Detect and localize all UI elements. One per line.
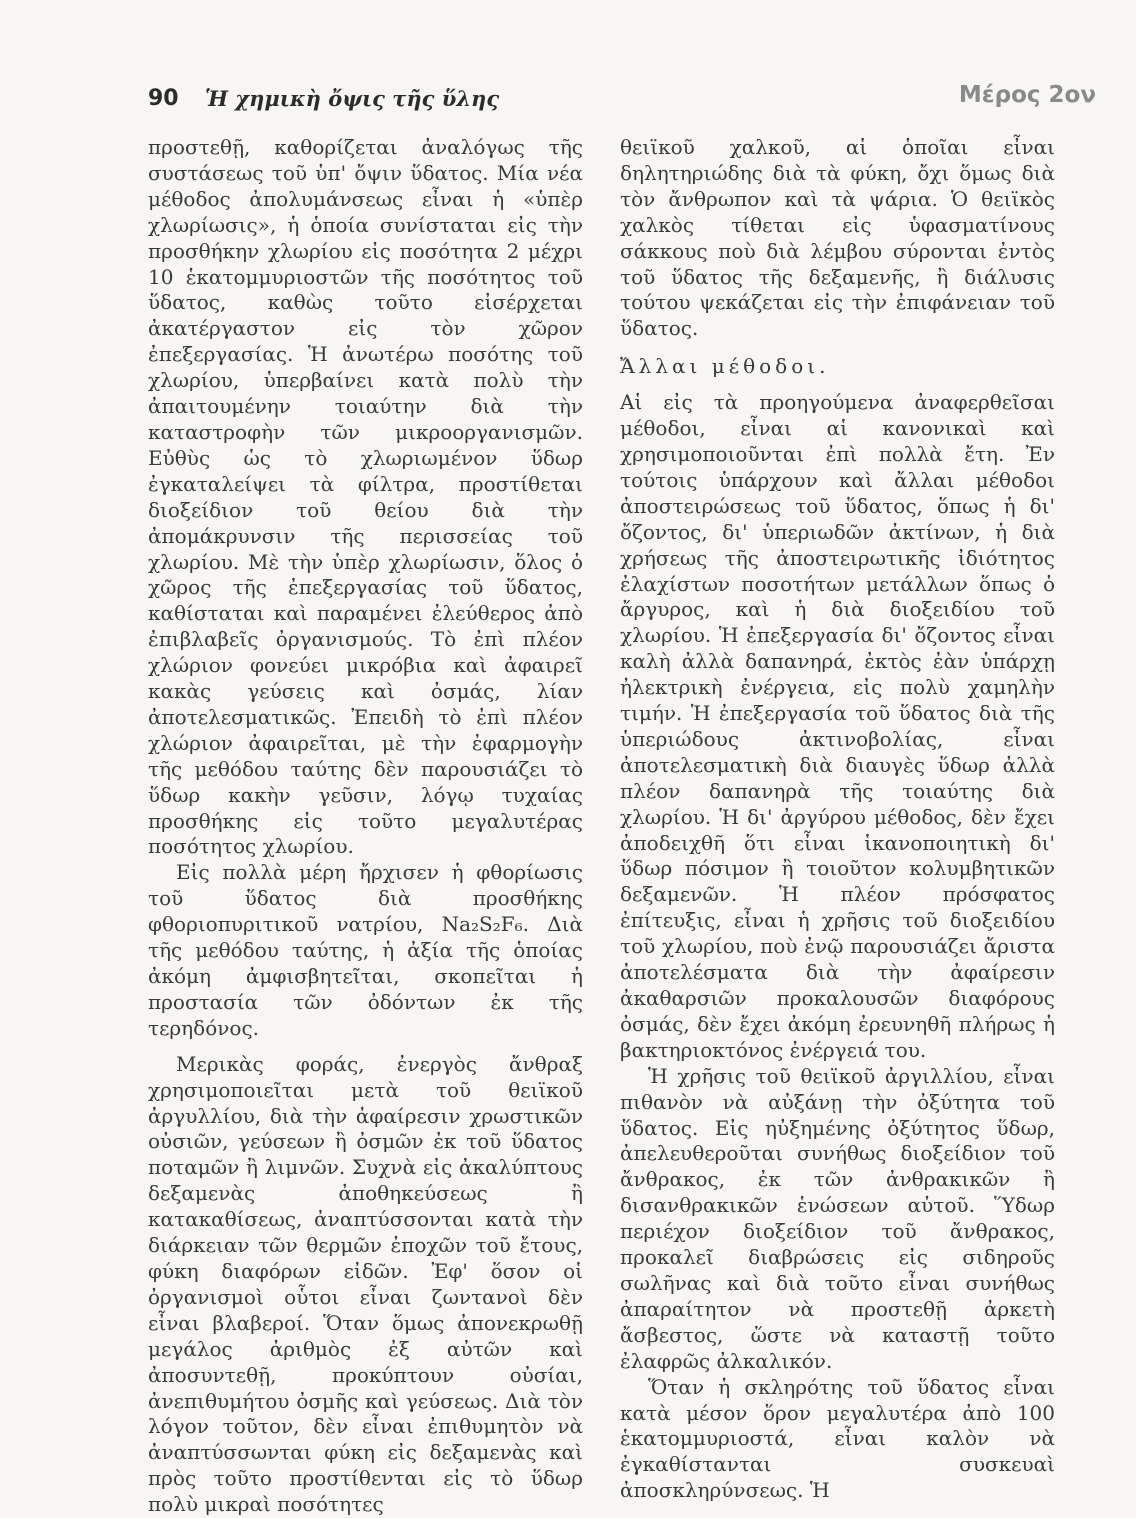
right-column <box>620 135 1055 1504</box>
paragraph: προστεθῇ, καθορίζεται ἀναλόγως τῆς συστάσεως τοῦ ὑπ' ὄψιν ὕδατος. Μία νέα μέθοδος ἀπολυμάνσεως εἶναι ἡ «ὑπὲρ χλωρίωσις», ἡ ὁποία συνίσταται εἰς τὴν προσθήκην χλωρίου εἰς ποσότητα 2 μέχρι 10 ἑκατομμυριοστῶν τῆς ποσότητος τοῦ ὕδατος, καθὼς τοῦτο εἰσέρχεται ἀκατέργαστον εἰς τὸν χῶρον ἐπεξεργασίας. Ἡ ἀνωτέρω ποσότης τοῦ χλωρίου, ὑπερβαίνει κατὰ πολὺ τὴν ἀπαιτουμένην τοιαύτην διὰ τὴν καταστροφὴν τῶν μικροοργανισμῶν. Εὐθὺς ὡς τὸ χλωριωμένον ὕδωρ ἐγκαταλείψει τὰ φίλτρα, προστίθεται διοξείδιον τοῦ θείου διὰ τὴν ἀπομάκρυνσιν τῆς περισσείας τοῦ χλωρίου. Μὲ τὴν ὑπὲρ χλωρίωσιν, ὅλος ὁ χῶρος τῆς ἐπεξεργασίας τοῦ ὕδατος, καθίσταται καὶ παραμένει ἐλεύθερος ἀπὸ ἐπιβλαβεῖς ὀργανισμούς. Τὸ ἐπὶ πλέον χλώριον φονεύει μικρόβια καὶ ἀφαιρεῖ κακὰς γεύσεις καὶ ὀσμάς, λίαν ἀποτελεσματικῶς. Ἐπειδὴ τὸ ἐπὶ πλέον χλώριον ἀφαιρεῖται, μὲ τὴν ἐφαρμογὴν τῆς μεθόδου ταύτης δὲν παρουσιάζει τὸ ὕδωρ κακὴν γεῦσιν, λόγῳ τυχαίας προσθήκης εἰς τοῦτο μεγαλυτέρας ποσότητος χλωρίου. <box>148 135 583 859</box>
paragraph: Αἱ εἰς τὰ προηγούμενα ἀναφερθεῖσαι μέθοδοι, εἶναι αἱ κανονικαὶ καὶ χρησιμοποιοῦνται ἐπὶ πολλὰ ἔτη. Ἐν τούτοις ὑπάρχουν καὶ ἄλλαι μέθοδοι ἀποστειρώσεως τοῦ ὕδατος, ὅπως ἡ δι' ὄζοντος, δι' ὑπεριωδῶν ἀκτίνων, ἡ διὰ χρήσεως τῆς ἀποστειρωτικῆς ἰδιότητος ἐλαχίστων ποσοτήτων μετάλλων ὅπως ὁ ἄργυρος, καὶ ἡ διὰ διοξειδίου τοῦ χλωρίου. Ἡ ἐπεξεργασία δι' ὄζοντος εἶναι καλὴ ἀλλὰ δαπανηρά, ἐκτὸς ἐὰν ὑπάρχῃ ἠλεκτρικὴ ἐνέργεια, εἰς πολὺ χαμηλὴν τιμήν. Ἡ ἐπεξεργασία τοῦ ὕδατος διὰ τῆς ὑπεριώδους ἀκτινοβολίας, εἶναι ἀποτελεσματικὴ διὰ διαυγὲς ὕδωρ ἀλλὰ πλέον δαπανηρὰ τῆς τοιαύτης διὰ χλωρίου. Ἡ δι' ἀργύρου μέθοδος, δὲν ἔχει ἀποδειχθῆ ὅτι εἶναι ἱκανοποιητικὴ δι' ὕδωρ πόσιμον ἢ τοιοῦτον κολυμβητικῶν δεξαμενῶν. Ἡ πλέον πρόσφατος ἐπίτευξις, εἶναι ἡ χρῆσις τοῦ διοξειδίου τοῦ χλωρίου, ποὺ ἐνῷ παρουσιάζει ἄριστα ἀποτελέσματα διὰ τὴν ἀφαίρεσιν ἀκαθαρσιῶν προκαλουσῶν διαφόρους ὀσμάς, δὲν ἔχει ἀκόμη ἐρευνηθῆ πλήρως ἡ βακτηριοκτόνος ἐνέργειά του. <box>620 390 1055 1062</box>
paragraph: Εἰς πολλὰ μέρη ἤρχισεν ἡ φθορίωσις τοῦ ὕδατος διὰ προσθήκης φθοριοπυριτικοῦ νατρίου, Na₂S₂F₆. Διὰ τῆς μεθόδου ταύτης, ἡ ἀξία τῆς ὁποίας ἀκόμη ἀμφισβητεῖται, σκοπεῖται ἡ προστασία τῶν ὀδόντων ἐκ τῆς τερηδόνος. <box>148 860 583 1040</box>
page-number: 90 <box>148 86 179 111</box>
running-section: Μέρος 2ον <box>958 82 1096 108</box>
paragraph: θειϊκοῦ χαλκοῦ, αἱ ὁποῖαι εἶναι δηλητηριώδης διὰ τὰ φύκη, ὄχι ὅμως διὰ τὸν ἄνθρωπον καὶ τὰ ψάρια. Ὁ θειϊκὸς χαλκὸς τίθεται εἰς ὑφασματίνους σάκκους ποὺ διὰ λέμβου σύρονται ἐντὸς τοῦ ὕδατος τῆς δεξαμενῆς, ἢ διάλυσις τούτου ψεκάζεται εἰς τὴν ἐπιφάνειαν τοῦ ὕδατος. <box>620 135 1055 341</box>
left-column <box>148 135 583 1518</box>
running-title: Ἡ χημικὴ ὄψις τῆς ὕλης <box>205 86 500 111</box>
paragraph: Ὅταν ἡ σκληρότης τοῦ ὕδατος εἶναι κατὰ μέσον ὅρον μεγαλυτέρα ἀπὸ 100 ἑκατομμυριοστά, εἶναι καλὸν νὰ ἐγκαθίστανται συσκευαὶ ἀποσκληρύνσεως. Ἡ <box>620 1374 1055 1503</box>
section-subheading: Ἄλλαι μέθοδοι. <box>620 354 830 379</box>
paragraph: Μερικὰς φοράς, ἐνεργὸς ἄνθραξ χρησιμοποιεῖται μετὰ τοῦ θειϊκοῦ ἀργυλλίου, διὰ τὴν ἀφαίρεσιν χρωστικῶν οὐσιῶν, γεύσεων ἢ ὀσμῶν ἐκ τοῦ ὕδατος ποταμῶν ἢ λιμνῶν. Συχνὰ εἰς ἀκαλύπτους δεξαμενὰς ἀποθηκεύσεως ἢ κατακαθίσεως, ἀναπτύσσονται κατὰ τὴν διάρκειαν τῶν θερμῶν ἐποχῶν τοῦ ἔτους, φύκη διαφόρων εἰδῶν. Ἐφ' ὅσον οἱ ὀργανισμοὶ οὗτοι εἶναι ζωντανοὶ δὲν εἶναι βλαβεροί. Ὅταν ὅμως ἀπονεκρωθῇ μεγάλος ἀριθμὸς ἐξ αὐτῶν καὶ ἀποσυντεθῇ, προκύπτουν οὐσίαι, ἀνεπιθυμήτου ὀσμῆς καὶ γεύσεως. Διὰ τὸν λόγον τοῦτον, δὲν εἶναι ἐπιθυμητὸν νὰ ἀναπτύσσωνται φύκη εἰς δεξαμενὰς καὶ πρὸς τοῦτο προστίθενται εἰς τὸ ὕδωρ πολὺ μικραὶ ποσότητες <box>148 1051 583 1517</box>
paragraph: Ἡ χρῆσις τοῦ θειϊκοῦ ἀργιλλίου, εἶναι πιθανὸν νὰ αὐξάνῃ τὴν ὀξύτητα τοῦ ὕδατος. Εἰς ηὐξημένης ὀξύτητος ὕδωρ, ἀπελευθεροῦται συνήθως διοξείδιον τοῦ ἄνθρακος, ἐκ τῶν ἀνθρακικῶν ἢ δισανθρακικῶν ἑνώσεων αὐτοῦ. Ὕδωρ περιέχον διοξείδιον τοῦ ἄνθρακος, προκαλεῖ διαβρώσεις εἰς σιδηροῦς σωλῆνας καὶ διὰ τοῦτο εἶναι συνήθως ἀπαραίτητον νὰ προστεθῇ ἀρκετὴ ἄσβεστος, ὥστε νὰ καταστῇ τοῦτο ἐλαφρῶς ἀλκαλικόν. <box>620 1063 1055 1373</box>
